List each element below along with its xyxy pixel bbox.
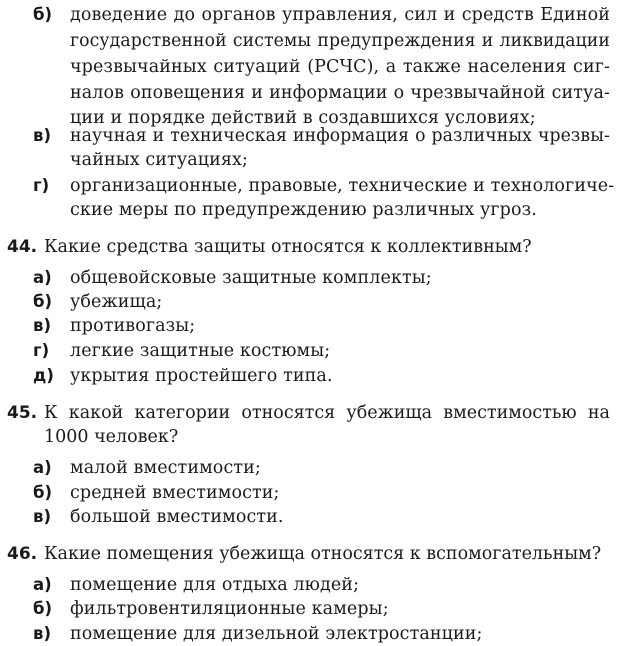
question-text: Какие средства защиты относятся к коллективным? [44,237,532,257]
answer-text: помещение для дизельной электростанции; [70,624,483,644]
answer-marker: в) [33,316,51,335]
answer-text: укрытия простейшего типа. [70,366,333,386]
answer-text: фильтровентиляционные камеры; [70,599,389,619]
answer-text-line: организационные, правовые, технические и технологиче- [70,176,615,196]
answer-text: общевойсковые защитные комплекты; [70,268,432,288]
answer-text-line: чрезвычайных ситуаций (РСЧС), а также населения сиг- [70,57,610,77]
answer-marker: г) [33,176,50,195]
answer-text-line: ции и порядке действий в создавшихся условиях; [70,108,536,128]
answer-marker: а) [33,268,52,287]
question-text: Какие помещения убежища относятся к вспомогательным? [44,544,602,564]
answer-text: большой вместимости. [70,507,284,527]
answer-text-line: научная и техническая информация о различных чрезвы- [70,126,610,146]
answer-text-line: доведение до органов управления, сил и средств Единой [70,5,610,25]
question-number: 45. [7,403,38,423]
answer-marker: а) [33,458,52,477]
answer-text: противогазы; [70,316,196,336]
answer-marker: б) [33,599,53,618]
answer-text-line: государственной системы предупреждения и ликвидации [70,31,610,51]
answer-text: легкие защитные костюмы; [70,341,331,361]
answer-marker: в) [33,507,51,526]
question-text: 1000 человек? [44,427,179,447]
answer-text: средней вместимости; [70,483,280,503]
question-text: К какой категории относятся убежища вместимостью на [44,403,610,423]
answer-marker: д) [33,366,54,385]
question-number: 44. [7,237,38,257]
answer-marker: а) [33,575,52,594]
question-number: 46. [7,544,38,564]
answer-text: убежища; [70,292,163,312]
answer-marker: б) [33,5,53,24]
answer-text: малой вместимости; [70,458,261,478]
answer-text-line: чайных ситуациях; [70,150,248,170]
answer-marker: б) [33,483,53,502]
answer-text-line: ские меры по предупреждению различных угроз. [70,200,537,220]
answer-text: помещение для отдыха людей; [70,575,360,595]
answer-text-line: налов оповещения и информации о чрезвычайной ситуа- [70,83,610,103]
answer-marker: в) [33,126,51,145]
answer-marker: б) [33,292,53,311]
answer-marker: в) [33,624,51,643]
answer-marker: г) [33,341,50,360]
